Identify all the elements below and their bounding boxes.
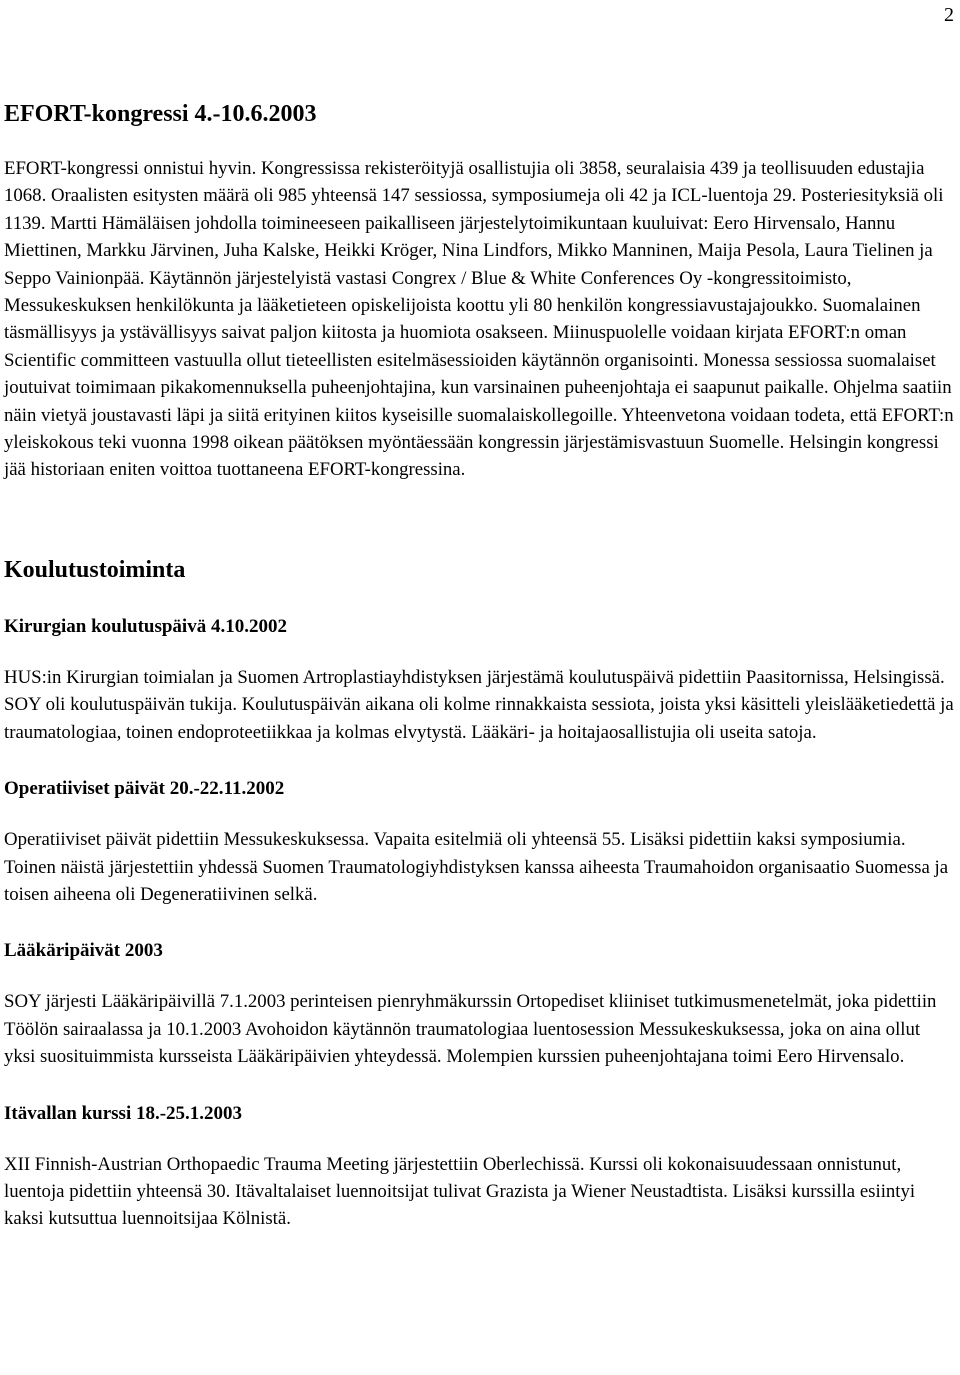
laakaripaivat-paragraph: SOY järjesti Lääkäripäivillä 7.1.2003 perinteisen pienryhmäkurssin Ortopediset kliiniset tutkimusmenetelmät, joka pidettiin Töölön sairaalassa ja 10.1.2003 Avohoidon käytännön traumatologiaa luentosession Messukeskuksessa, joka on aina ollut yksi suosituimmista kursseista Lääkäripäivien yhteydessä. Molempien kurssien puheenjohtajana toimi Eero Hirvensalo. (4, 991, 937, 1068)
itavallan-kurssi-heading: Itävallan kurssi 18.-25.1.2003 (4, 1102, 243, 1124)
document-body (4, 98, 954, 1263)
page-number: 2 (944, 4, 954, 26)
section-operatiiviset-paivat (4, 776, 954, 908)
section-itavallan-kurssi (4, 1101, 954, 1233)
efort-paragraph: EFORT-kongressi onnistui hyvin. Kongressissa rekisteröityjä osallistujia oli 3858, seuralaisia 439 ja teollisuuden edustajia 1068. Oraalisten esitysten määrä oli 985 yhteensä 147 sessiossa, symposiumeja oli 42 ja ICL-luentoja 29. Posteriesityksiä oli 1139. Martti Hämäläisen johdolla toimineeseen paikalliseen järjestelytoimikuntaan kuuluivat: Eero Hirvensalo, Hannu Miettinen, Markku Järvinen, Juha Kalske, Heikki Kröger, Nina Lindfors, Mikko Manninen, Maija Pesola, Laura Tielinen ja Seppo Vainionpää. Käytännön järjestelyistä vastasi Congrex / Blue & White Conferences Oy -kongressitoimisto, Messukeskuksen henkilökunta ja lääketieteen opiskelijoista koottu yli 80 henkilön kongressiavustajajoukko. Suomalainen täsmällisyys ja ystävällisyys saivat paljon kiitosta ja huomiota osakseen. Miinuspuolelle voidaan kirjata EFORT:n oman Scientific committeen vastuulla ollut tieteellisten esitelmäsessioiden käytännön organisointi. Monessa sessiossa suomalaiset joutuivat toimimaan pikakomennuksella puheenjohtajina, kun varsinainen puheenjohtaja ei saapunut paikalle. Ohjelma saatiin näin vietyä joustavasti läpi ja siitä erityinen kiitos kyseisille suomalaiskollegoille. Yhteenvetona voidaan todeta, että EFORT:n yleiskokous teki vuonna 1998 oikean päätöksen myöntäessään kongressin järjestämisvastuun Suomelle. Helsingin kongressi jää historiaan eniten voittoa tuottaneena EFORT-kongressina. (4, 158, 954, 481)
operatiiviset-paivat-heading: Operatiiviset päivät 20.-22.11.2002 (4, 778, 285, 800)
efort-heading: EFORT-kongressi 4.-10.6.2003 (4, 101, 317, 127)
kirurgian-koulutuspaiva-heading: Kirurgian koulutuspäivä 4.10.2002 (4, 615, 287, 637)
laakaripaivat-heading: Lääkäripäivät 2003 (4, 940, 163, 962)
section-kirurgian-koulutuspaiva (4, 614, 954, 746)
kirurgian-koulutuspaiva-paragraph: HUS:in Kirurgian toimialan ja Suomen Artroplastiayhdistyksen järjestämä koulutuspäivä pidettiin Paasitornissa, Helsingissä. SOY oli koulutuspäivän tukija. Koulutuspäivän aikana oli kolme rinnakkaista sessiota, joista yksi käsitteli yleislääketiedettä ja traumatologiaa, toinen endoproteetiikkaa ja kolmas elvytystä. Lääkäri- ja hoitajaosallistujia oli useita satoja. (4, 666, 954, 743)
itavallan-kurssi-paragraph: XII Finnish-Austrian Orthopaedic Trauma Meeting järjestettiin Oberlechissä. Kurssi oli kokonaisuudessaan onnistunut, luentoja pidettiin yhteensä 30. Itävaltalaiset luennoitsijat tulivat Grazista ja Wiener Neustadtista. Lisäksi kurssilla esiintyi kaksi kutsuttua luennoitsijaa Kölnistä. (4, 1153, 916, 1230)
operatiiviset-paivat-paragraph: Operatiiviset päivät pidettiin Messukeskuksessa. Vapaita esitelmiä oli yhteensä 55. Lisäksi pidettiin kaksi symposiumia. Toinen näistä järjestettiin yhdessä Suomen Traumatologiyhdistyksen kanssa aiheesta Traumahoidon organisaatio Suomessa ja toisen aiheena oli Degeneratiivinen selkä. (4, 829, 949, 905)
koulutustoiminta-heading: Koulutustoiminta (4, 556, 186, 583)
section-laakaripaivat (4, 938, 954, 1070)
